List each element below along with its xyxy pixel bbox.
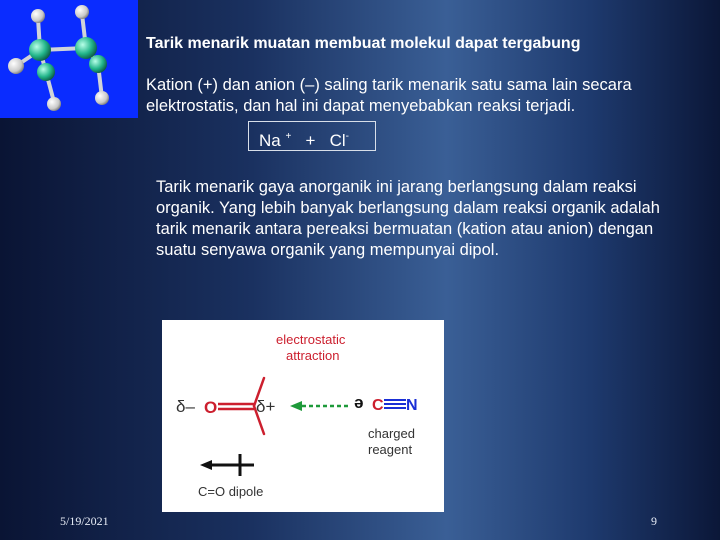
label-attraction: attraction	[286, 348, 340, 363]
paragraph-cation-anion: Kation (+) dan anion (–) saling tarik menarik satu sama lain secara elektrostatis, dan hal ini dapat menyebabkan reaksi terjadi.	[146, 76, 632, 115]
carbon-atom	[37, 63, 55, 81]
attraction-arrow	[290, 401, 348, 411]
carbonyl-double-bond	[218, 404, 254, 409]
hydrogen-atom	[75, 5, 89, 19]
footer-date: 5/19/2021	[60, 514, 109, 528]
page-number: 9	[651, 514, 657, 528]
plus-sign: +	[305, 131, 316, 150]
carbon-atom	[75, 37, 97, 59]
cyanide-carbon: C	[372, 397, 384, 414]
label-reagent: reagent	[368, 442, 413, 457]
paragraph-organic-attraction: Tarik menarik gaya anorganik ini jarang berlangsung dalam reaksi organik. Yang lebih banyak berlangsung dalam reaksi organik adalah tarik menarik antara pereaksi bermuatan (kation atau anion) dengan suatu senyawa organik yang mempunyai dipol.	[156, 178, 660, 259]
dipole-arrow-icon	[200, 454, 254, 476]
delta-minus-label: δ–	[176, 397, 195, 416]
carbon-atom	[29, 39, 51, 61]
anion-charge-symbol: ə	[354, 393, 364, 412]
sodium-charge: +	[285, 131, 292, 142]
slide-title: Tarik menarik muatan membuat molekul dapat tergabung	[146, 35, 581, 52]
chlorine-symbol: Cl	[329, 131, 346, 150]
delta-plus-label: δ+	[256, 397, 276, 416]
hydrogen-atom	[31, 9, 45, 23]
hydrogen-atom	[47, 97, 61, 111]
chlorine-charge: -	[345, 131, 349, 142]
cyanide-nitrogen: N	[406, 397, 418, 414]
label-charged: charged	[368, 426, 415, 441]
hydrogen-atom	[8, 58, 24, 74]
cyanide-triple-bond	[384, 400, 406, 408]
dipole-label: C=O dipole	[198, 484, 264, 499]
label-electrostatic: electrostatic	[276, 332, 346, 347]
sodium-symbol: Na	[259, 131, 281, 150]
molecule-logo	[0, 0, 138, 118]
electrostatic-figure	[162, 320, 444, 512]
carbon-atom	[89, 55, 107, 73]
hydrogen-atom	[95, 91, 109, 105]
ethylene-molecule-icon	[0, 0, 138, 118]
equation-box	[248, 121, 376, 151]
oxygen-symbol: O	[204, 398, 218, 417]
